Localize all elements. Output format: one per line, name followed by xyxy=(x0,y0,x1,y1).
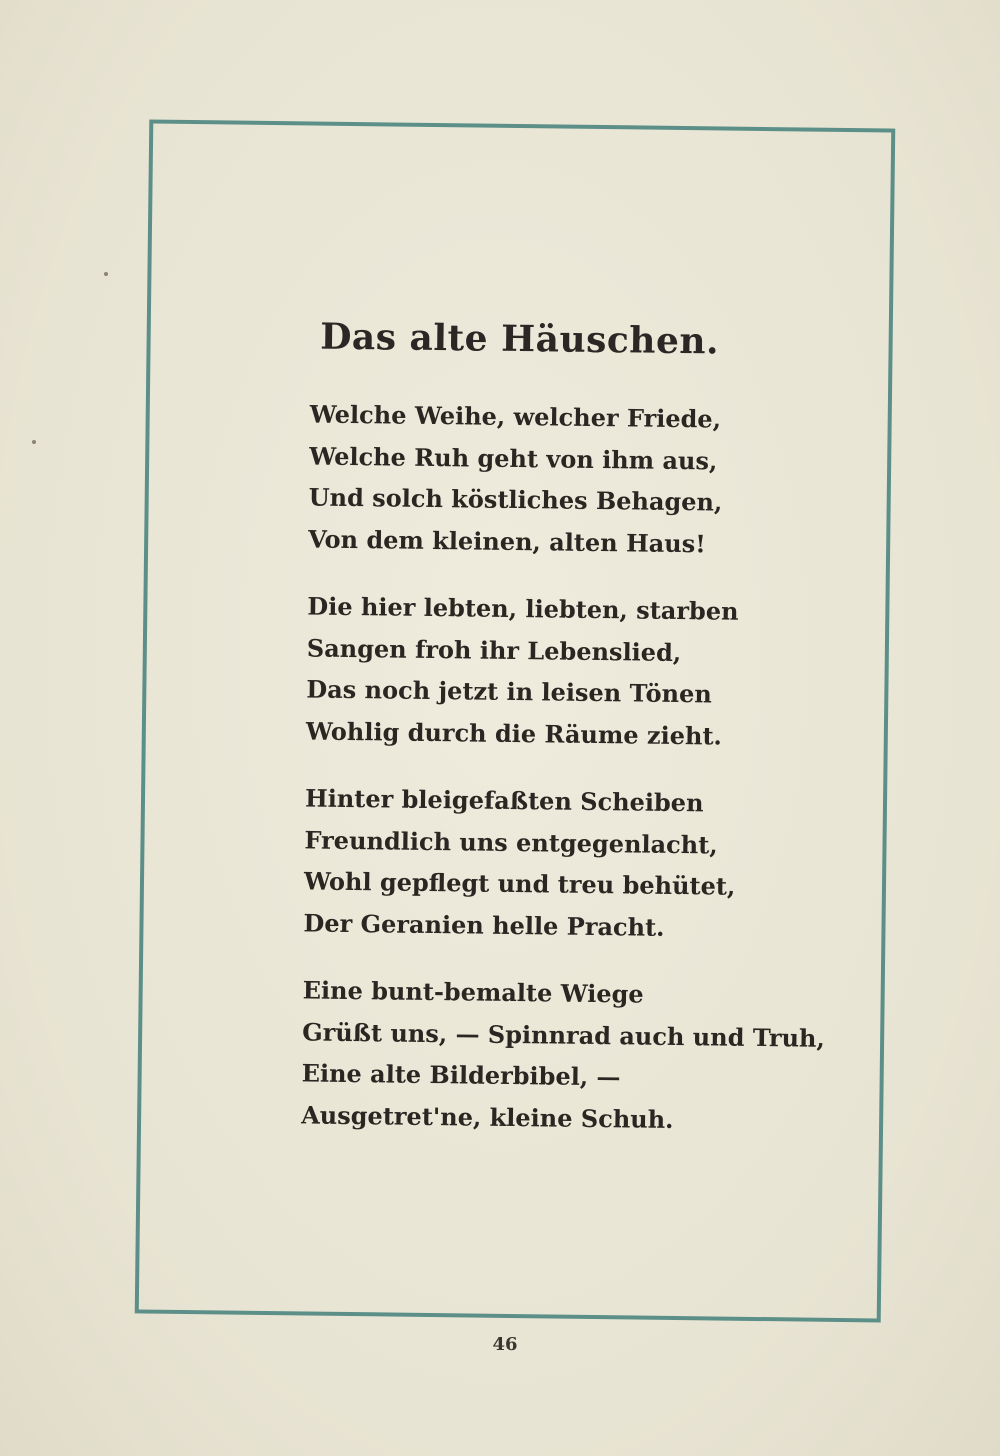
page-number: 46 xyxy=(492,1334,518,1355)
paper-speck xyxy=(104,272,108,276)
poem-line: Sangen froh ihr Lebenslied, xyxy=(306,632,682,667)
stanza xyxy=(301,969,826,1141)
poem-line: Welche Weihe, welcher Friede, xyxy=(309,399,722,434)
poem-line: Wohlig durch die Räume zieht. xyxy=(305,715,723,751)
poem-line: Von dem kleinen, alten Haus! xyxy=(308,523,706,558)
poem-line: Freundlich uns entgegenlacht, xyxy=(304,824,718,859)
poem-line: Ausgetret'ne, kleine Schuh. xyxy=(301,1099,674,1134)
stanza xyxy=(308,393,830,565)
poem-line: Wohl gepflegt und treu behütet, xyxy=(303,866,736,901)
poem-body xyxy=(301,393,830,1167)
poem-line: Hinter bleigefaßten Scheiben xyxy=(304,783,704,818)
poem-title: Das alte Häuschen. xyxy=(319,315,720,363)
poem-line: Eine alte Bilderbibel, — xyxy=(301,1058,621,1092)
poem-line: Die hier lebten, liebten, starben xyxy=(307,591,739,626)
stanza xyxy=(306,585,828,757)
paper-speck xyxy=(32,440,36,444)
stanza xyxy=(303,777,825,949)
poem-line: Der Geranien helle Pracht. xyxy=(303,907,665,942)
poem-line: Eine bunt-bemalte Wiege xyxy=(302,975,644,1009)
page-frame xyxy=(135,119,896,1322)
poem-line: Welche Ruh geht von ihm aus, xyxy=(309,440,718,475)
poem-line: Das noch jetzt in leisen Tönen xyxy=(306,674,712,709)
poem-line: Und solch köstliches Behagen, xyxy=(308,482,723,517)
poem-line: Grüßt uns, — Spinnrad auch und Truh, xyxy=(302,1016,826,1053)
